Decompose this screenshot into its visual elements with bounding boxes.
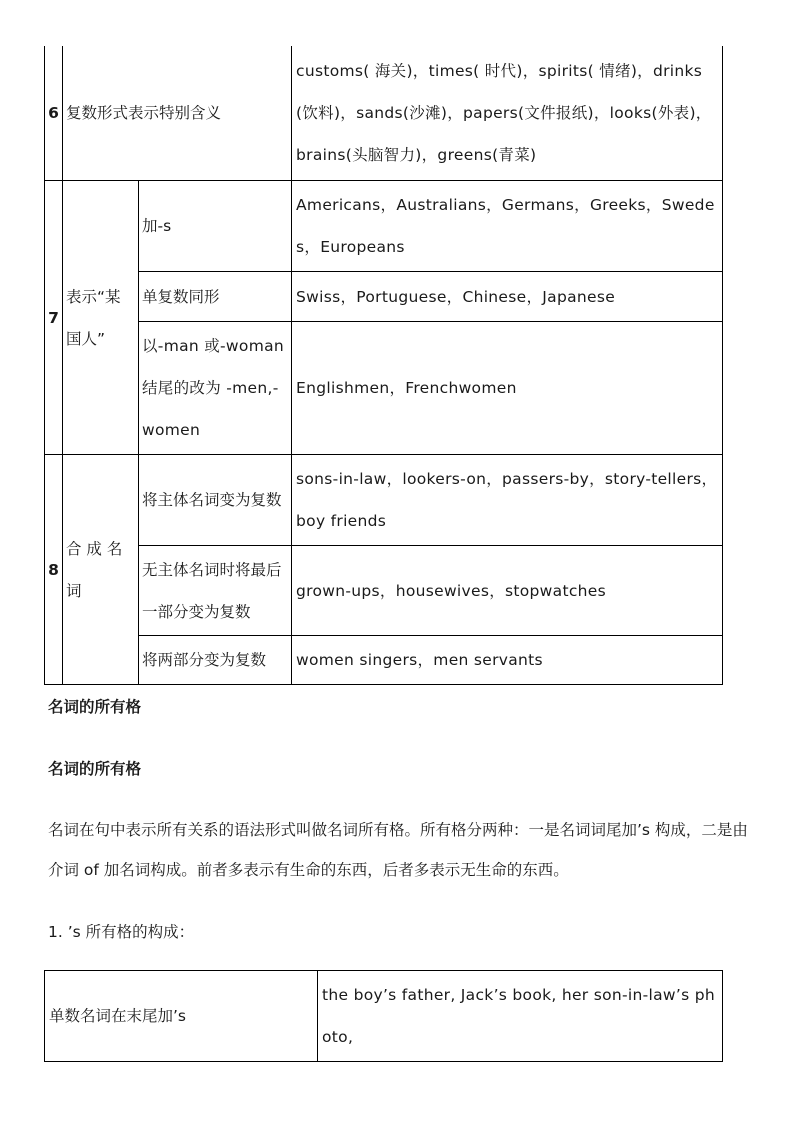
category-cell: 复数形式表示特别含义 xyxy=(63,46,292,181)
category-cell: 表示“某国人” xyxy=(63,181,139,455)
row-number: 8 xyxy=(45,455,63,685)
sub-heading: 1. ’s 所有格的构成： xyxy=(48,923,195,941)
examples-cell: Americans，Australians，Germans，Greeks，Swedes，Europeans xyxy=(292,181,723,272)
table-row xyxy=(45,322,723,455)
rule-cell: 加-s xyxy=(139,181,292,272)
rule-cell: 将主体名词变为复数 xyxy=(139,455,292,546)
table-row xyxy=(45,455,723,546)
examples-cell: Swiss，Portuguese，Chinese，Japanese xyxy=(292,272,723,322)
section-heading: 名词的所有格 xyxy=(48,760,142,778)
examples-cell: sons-in-law，lookers-on，passers-by，story-tellers，boy friends xyxy=(292,455,723,546)
possessive-rules-table xyxy=(44,970,723,1062)
body-paragraph: 名词在句中表示所有关系的语法形式叫做名词所有格。所有格分两种：一是名词词尾加’s 构成，二是由介词 of 加名词构成。前者多表示有生命的东西，后者多表示无生命的东西。 xyxy=(48,821,748,879)
table-row xyxy=(45,272,723,322)
examples-cell: Englishmen，Frenchwomen xyxy=(292,322,723,455)
plural-rules-table xyxy=(44,46,723,685)
rule-cell: 无主体名词时将最后一部分变为复数 xyxy=(139,546,292,636)
section-heading: 名词的所有格 xyxy=(48,698,142,716)
examples-cell: customs( 海关)，times( 时代)，spirits( 情绪)，drinks (饮料)，sands(沙滩)，papers(文件报纸)，looks(外表)，brains(头脑智力)，greens(青菜) xyxy=(292,46,723,181)
row-number: 6 xyxy=(45,46,63,181)
table-row xyxy=(45,636,723,685)
category-cell: 合 成 名 词 xyxy=(63,455,139,685)
rule-cell: 单复数同形 xyxy=(139,272,292,322)
rule-cell: 单数名词在末尾加’s xyxy=(45,971,318,1062)
rule-cell: 将两部分变为复数 xyxy=(139,636,292,685)
table-row xyxy=(45,971,723,1062)
row-number: 7 xyxy=(45,181,63,455)
examples-cell: women singers，men servants xyxy=(292,636,723,685)
examples-cell: the boy’s father, Jack’s book, her son-in-law’s photo, xyxy=(318,971,723,1062)
table-row xyxy=(45,46,723,181)
table-row xyxy=(45,181,723,272)
rule-cell: 以-man 或-woman 结尾的改为 -men,-women xyxy=(139,322,292,455)
examples-cell: grown-ups，housewives，stopwatches xyxy=(292,546,723,636)
table-row xyxy=(45,546,723,636)
